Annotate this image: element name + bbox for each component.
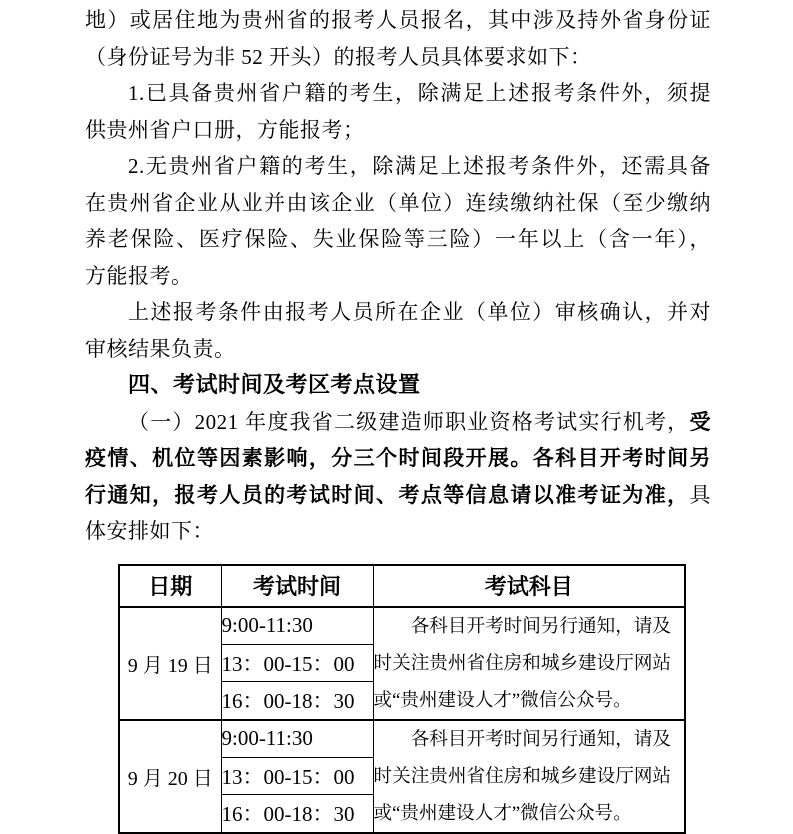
subject-cell: 各科目开考时间另行通知，请及时关注贵州省住房和城乡建设厅网站或“贵州建设人才”微信公众号。 (373, 607, 685, 720)
line-text: 供贵州省户口册，方能报考； (85, 117, 365, 142)
col-header-exam-subject: 考试科目 (373, 565, 685, 607)
document-line (85, 258, 711, 295)
document-line (85, 294, 711, 331)
line-text: 方能报考。 (85, 263, 193, 288)
date-cell: 9 月 20 日 (119, 720, 221, 833)
col-header-exam-time: 考试时间 (221, 565, 373, 607)
time-cell: 9:00-11:30 (221, 607, 373, 645)
document-line (85, 2, 711, 39)
line-text: 具 (689, 482, 711, 507)
table-row (119, 607, 685, 645)
line-text: 审核结果负责。 (85, 336, 236, 361)
document-line (85, 331, 711, 368)
document-line (85, 112, 711, 149)
document-line (85, 404, 711, 441)
line-text: 1.已具备贵州省户籍的考生，除满足上述报考条件外，须提 (128, 81, 711, 105)
exam-schedule-table (118, 564, 686, 834)
document-line (85, 39, 711, 76)
line-text: 地）或居住地为贵州省的报考人员报名，其中涉及持外省身份证 (85, 8, 711, 32)
line-text-bold: 受 (689, 409, 711, 434)
date-cell: 9 月 19 日 (119, 607, 221, 720)
document-line (85, 440, 711, 477)
line-text-bold: 疫情、机位等因素影响，分三个时间段开展。各科目开考时间另 (85, 446, 711, 470)
document-line (85, 221, 711, 258)
time-cell: 9:00-11:30 (221, 720, 373, 758)
time-cell: 13：00-15：00 (221, 644, 373, 681)
table-header-row (119, 565, 685, 607)
line-text: 体安排如下： (85, 519, 214, 543)
line-text: （身份证号为非 52 开头）的报考人员具体要求如下： (85, 44, 592, 69)
section-heading-text: 四、考试时间及考区考点设置 (128, 372, 421, 397)
document-line (85, 477, 711, 514)
subject-cell: 各科目开考时间另行通知，请及时关注贵州省住房和城乡建设厅网站或“贵州建设人才”微信公众号。 (373, 720, 685, 833)
line-text: （一）2021 年度我省二级建造师职业资格考试实行机考， (128, 409, 690, 434)
time-cell: 16：00-18：30 (221, 795, 373, 833)
time-cell: 13：00-15：00 (221, 757, 373, 794)
document-line (85, 513, 711, 550)
document-body (0, 2, 793, 550)
line-text: 养老保险、医疗保险、失业保险等三险）一年以上（含一年）， (85, 227, 711, 251)
col-header-date: 日期 (119, 565, 221, 607)
line-text: 2.无贵州省户籍的考生，除满足上述报考条件外，还需具备 (128, 154, 711, 178)
table-row (119, 720, 685, 758)
line-text-bold: 行通知，报考人员的考试时间、考点等信息请以准考证为准， (85, 482, 690, 507)
section-heading (85, 367, 711, 404)
line-text: 在贵州省企业从业并由该企业（单位）连续缴纳社保（至少缴纳 (85, 190, 711, 215)
document-line (85, 75, 711, 112)
line-text: 上述报考条件由报考人员所在企业（单位）审核确认，并对 (128, 300, 711, 324)
document-line (85, 185, 711, 222)
time-cell: 16：00-18：30 (221, 682, 373, 720)
document-line (85, 148, 711, 185)
